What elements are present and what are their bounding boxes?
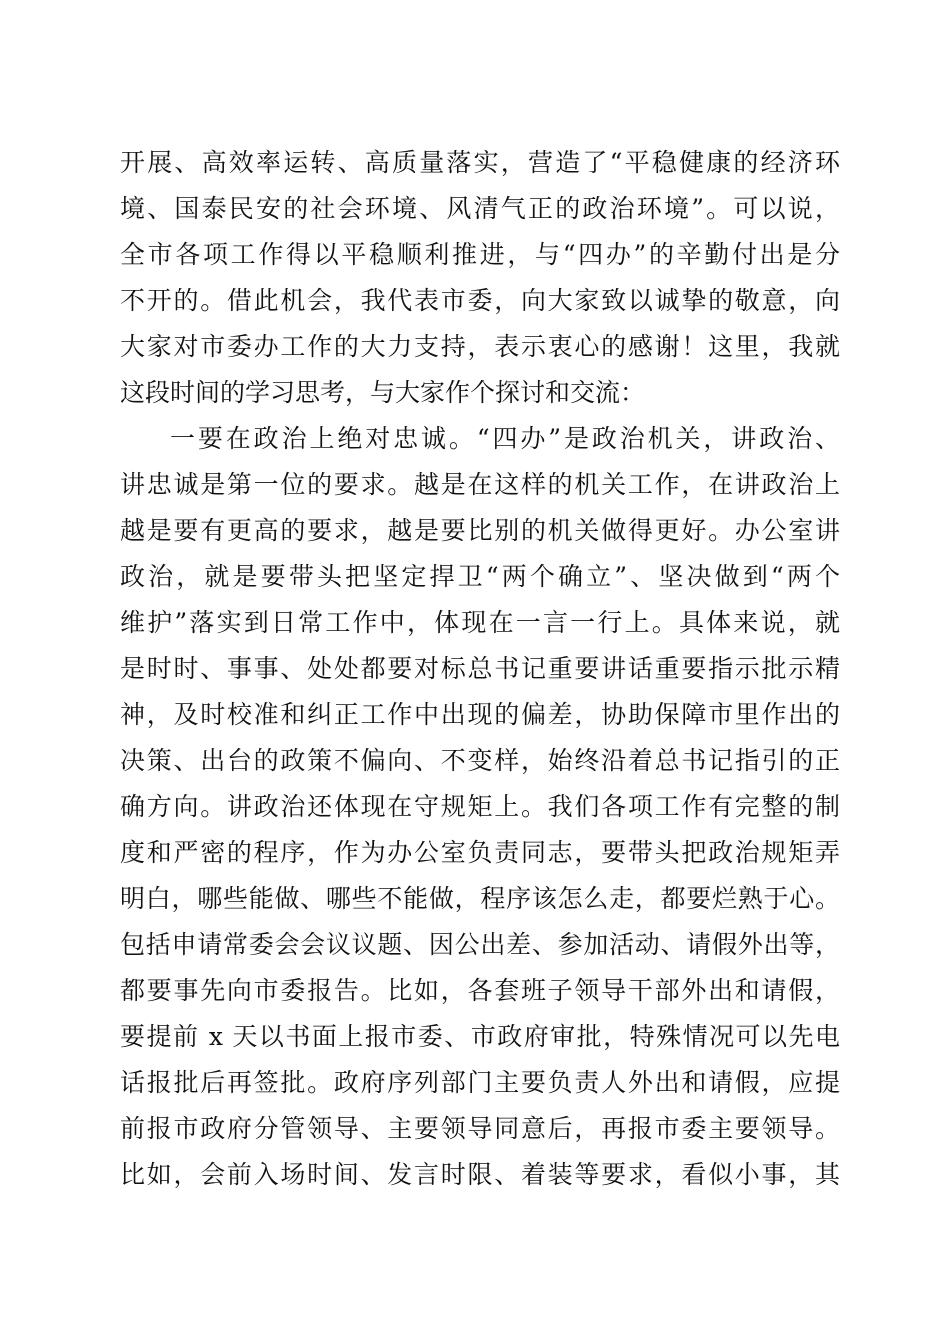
text-line: 不开的。借此机会，我代表市委，向大家致以诚挚的敬意，向 [120,286,840,315]
document-body [120,140,840,1198]
text-line: 神，及时校准和纠正工作中出现的偏差，协助保障市里作出的 [120,700,840,729]
text-line: 明白，哪些能做、哪些不能做，程序该怎么走，都要烂熟于心。 [120,884,840,913]
text-line: 政治，就是要带头把坚定捍卫“两个确立”、坚决做到“两个 [120,562,840,591]
text-line: 话报批后再签批。政府序列部门主要负责人外出和请假，应提 [120,1068,840,1097]
text-line: 这段时间的学习思考，与大家作个探讨和交流： [120,378,646,407]
text-line: 都要事先向市委报告。比如，各套班子领导干部外出和请假， [120,976,840,1005]
text-line: 包括申请常委会会议议题、因公出差、参加活动、请假外出等， [120,930,840,959]
text-line: 开展、高效率运转、高质量落实，营造了“平稳健康的经济环 [120,148,840,177]
text-line: 前报市政府分管领导、主要领导同意后，再报市委主要领导。 [120,1114,840,1143]
text-line: 维护”落实到日常工作中，体现在一言一行上。具体来说，就 [120,608,840,637]
text-line: 全市各项工作得以平稳顺利推进，与“四办”的辛勤付出是分 [120,240,840,269]
text-line: 要提前 x 天以书面上报市委、市政府审批，特殊情况可以先电 [120,1022,840,1051]
text-line: 确方向。讲政治还体现在守规矩上。我们各项工作有完整的制 [120,792,840,821]
text-line: 是时时、事事、处处都要对标总书记重要讲话重要指示批示精 [120,654,840,683]
text-line: 比如，会前入场时间、发言时限、着装等要求，看似小事，其 [120,1160,840,1189]
text-line: 境、国泰民安的社会环境、风清气正的政治环境”。可以说， [120,194,840,223]
text-line: 大家对市委办工作的大力支持，表示衷心的感谢！这里，我就 [120,332,840,361]
paragraph-start-line: 一要在政治上绝对忠诚。“四办”是政治机关，讲政治、 [170,424,840,453]
text-line: 度和严密的程序，作为办公室负责同志，要带头把政治规矩弄 [120,838,840,867]
text-line: 越是要有更高的要求，越是要比别的机关做得更好。办公室讲 [120,516,840,545]
text-line: 讲忠诚是第一位的要求。越是在这样的机关工作，在讲政治上 [120,470,840,499]
text-line: 决策、出台的政策不偏向、不变样，始终沿着总书记指引的正 [120,746,840,775]
